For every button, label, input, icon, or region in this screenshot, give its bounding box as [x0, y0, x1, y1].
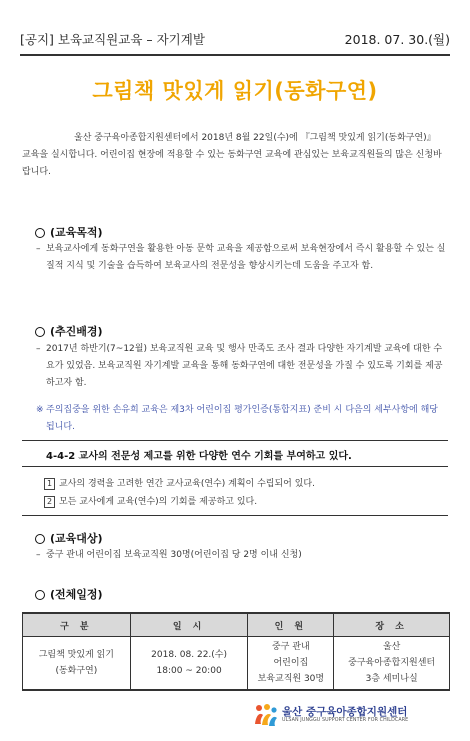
- purpose-text: 보육교사에게 동화구연을 활용한 아동 문학 교육을 제공함으로써 보육현장에서 즉시 활용할 수 있는 실질적 지식 및 기술을 습득하여 보육교사의 전문성을 향상시키는데 도움을 주고자 함.: [46, 244, 446, 271]
- background-note: [36, 402, 446, 436]
- intro-paragraph: 울산 중구육아종합지원센터에서 2018년 8월 22일(수)에 『그림책 맛있게 읽기(동화구연)』 교육을 실시합니다. 어린이집 현장에 적용할 수 있는 동화구연 교육에 관심있는 보육교직원들의 많은 신청바랍니다.: [22, 133, 442, 177]
- indicator-top-rule: [22, 440, 448, 441]
- header-divider: [20, 54, 450, 56]
- number-box: 2: [44, 496, 55, 508]
- reference-mark: ※: [36, 405, 44, 415]
- circle-bullet-icon: [35, 327, 45, 337]
- cell-line: 2018. 08. 22.(수): [151, 650, 228, 660]
- table-header-row: [23, 613, 450, 637]
- target-heading: [35, 530, 103, 546]
- cell-line: 어린이집: [273, 658, 309, 668]
- indicator-mid-rule: [22, 466, 448, 467]
- cell-line: 18:00 ~ 20:00: [156, 666, 222, 676]
- dash-bullet: –: [36, 344, 41, 354]
- header-category: 구 분: [23, 613, 131, 637]
- header-datetime: 일 시: [130, 613, 248, 637]
- children-logo-icon: [252, 702, 278, 728]
- dash-bullet: –: [36, 244, 41, 254]
- header-place: 장 소: [334, 613, 450, 637]
- cell-line: 보육교직원 30명: [257, 674, 325, 684]
- purpose-heading: [35, 224, 103, 240]
- notice-date: 2018. 07. 30.(월): [344, 32, 450, 47]
- background-body: [36, 341, 446, 392]
- cell-line: 그림책 맛있게 읽기: [38, 650, 114, 660]
- notice-header: [20, 30, 450, 52]
- notice-category: [공지] 보육교직원교육 – 자기계발: [20, 32, 205, 47]
- indicator-title: 4-4-2 교사의 전문성 제고를 위한 다양한 연수 기회를 부여하고 있다.: [46, 451, 352, 462]
- circle-bullet-icon: [35, 590, 45, 600]
- cell-datetime: [130, 637, 248, 691]
- indicator-item: [44, 494, 257, 508]
- circle-bullet-icon: [35, 534, 45, 544]
- cell-line: (동화구연): [55, 666, 98, 676]
- cell-category: [23, 637, 131, 691]
- background-heading-text: (추진배경): [50, 325, 103, 338]
- center-logo: [252, 702, 442, 730]
- target-heading-text: (교육대상): [50, 532, 103, 545]
- schedule-table: [22, 612, 450, 691]
- cell-people: [248, 637, 334, 691]
- background-text: 2017년 하반기(7~12월) 보육교직원 교육 및 행사 만족도 조사 결과 다양한 자기계발 교육에 대한 수요가 있었음. 보육교직원 자기계발 교육을 통해 동화구연에 대한 전문성을 가질 수 있도록 기회를 제공하고자 함.: [46, 344, 443, 388]
- page-title: 그림책 맛있게 읽기(동화구연): [92, 79, 378, 103]
- logo-name-en: ULSAN JUNGGU SUPPORT CENTER FOR CHILDCARE: [282, 718, 409, 723]
- indicator-item: [44, 476, 315, 490]
- schedule-heading-text: (전체일정): [50, 588, 103, 601]
- cell-place: [334, 637, 450, 691]
- header-people: 인 원: [248, 613, 334, 637]
- background-heading: [35, 323, 103, 339]
- purpose-body: [36, 241, 446, 275]
- cell-line: 울산: [382, 642, 401, 652]
- table-row: [23, 637, 450, 691]
- target-body: [36, 547, 446, 564]
- schedule-heading: [35, 586, 103, 602]
- cell-line: 중구 관내: [272, 642, 310, 652]
- indicator-item-text: 교사의 경력을 고려한 연간 교사교육(연수) 계획이 수립되어 있다.: [59, 479, 315, 489]
- cell-line: 중구육아종합지원센터: [348, 658, 436, 668]
- purpose-heading-text: (교육목적): [50, 226, 103, 239]
- dash-bullet: –: [36, 550, 41, 560]
- indicator-item-text: 모든 교사에게 교육(연수)의 기회를 제공하고 있다.: [59, 497, 258, 507]
- note-text: 주의집중을 위한 손유희 교육은 제3차 어린이집 평가인증(통합지표) 준비 시 다음의 세부사항에 해당됩니다.: [46, 405, 438, 432]
- logo-name-ko: 울산 중구육아종합지원센터: [282, 706, 408, 718]
- indicator-bottom-rule: [22, 515, 448, 516]
- cell-line: 3층 세미나실: [365, 674, 418, 684]
- circle-bullet-icon: [35, 228, 45, 238]
- target-text: 중구 관내 어린이집 보육교직원 30명(어린이집 당 2명 이내 신청): [46, 550, 302, 560]
- number-box: 1: [44, 478, 55, 490]
